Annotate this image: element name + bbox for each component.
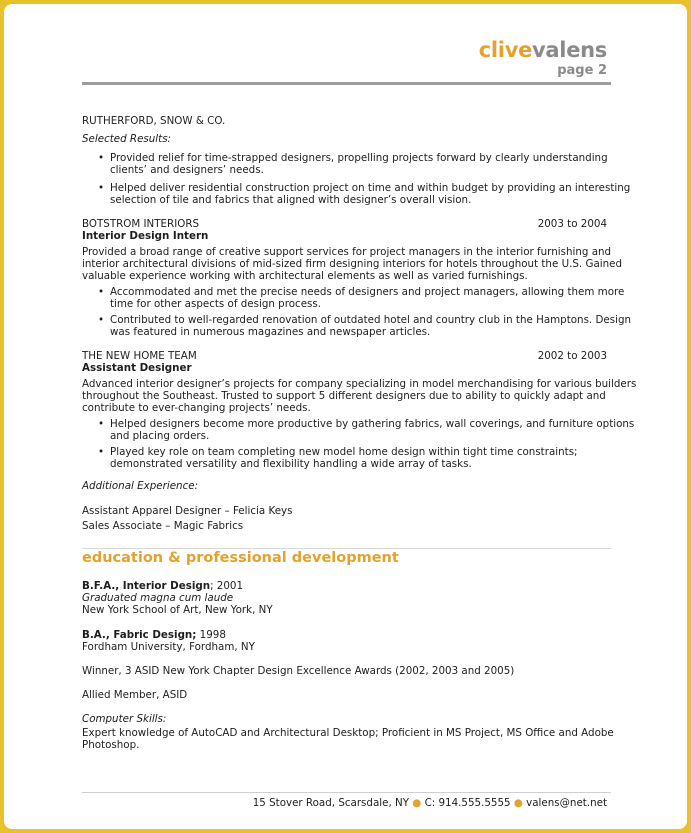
job-title: Interior Design Intern [82,230,209,242]
section-heading: education & professional development [82,550,399,566]
membership-text: Allied Member, ASID [82,689,188,701]
bullet-text: Accommodated and met the precise needs of designers and project managers, allowing them more time for other aspects of design process. [110,286,625,310]
email: valens@net.net [526,797,607,809]
school-name: New York School of Art, New York, NY [82,604,273,616]
contact-footer [253,797,607,809]
phone: C: 914.555.5555 [424,797,511,809]
company-name: RUTHERFORD, SNOW & CO. [82,115,226,127]
job-description: Advanced interior designer’s projects for company specializing in model merchandising for various builders throughout the Southeast. Trusted to support 5 different designers due to ability to quickly adapt and contribute to ever-changing projects’ needs. [82,378,637,414]
additional-experience-item: Sales Associate – Magic Fabrics [82,520,244,532]
header-rule [82,82,611,85]
job-description: Provided a broad range of creative support services for project managers in the interior furnishing and interior architectural divisions of mid-sized firm designing interiors for hotels throughout the U.S. Gained valuable experience working with architectural elements as well as varied furnishings. [82,246,623,282]
last-name: valens [532,38,607,62]
separator-dot: ● [412,797,422,809]
separator-dot: ● [513,797,523,809]
bullet-marker: • [98,446,105,458]
bullet-marker: • [98,418,105,430]
degree-line: B.F.A., Interior Design; 2001 [82,580,244,592]
bullet-marker: • [98,152,105,164]
employment-dates: 2003 to 2004 [537,218,607,230]
computer-skills-text: Expert knowledge of AutoCAD and Architectural Desktop; Proficient in MS Project, MS Office and Adobe Photoshop. [82,727,614,751]
bullet-text: Helped designers become more productive by gathering fabrics, wall coverings, and furniture options and placing orders. [110,418,635,442]
degree-honors: Graduated magna cum laude [82,592,234,604]
company-name: BOTSTROM INTERIORS [82,218,200,230]
award-text: Winner, 3 ASID New York Chapter Design Excellence Awards (2002, 2003 and 2005) [82,665,515,677]
employment-dates: 2002 to 2003 [537,350,607,362]
bullet-marker: • [98,286,105,298]
first-name: clive [478,38,533,62]
resume-page [4,4,687,829]
bullet-marker: • [98,182,105,194]
bullet-text: Contributed to well-regarded renovation of outdated hotel and country club in the Hamptons. Design was featured in numerous magazines and newspaper articles. [110,314,632,338]
additional-experience-label: Additional Experience: [82,480,199,492]
bullet-text: Helped deliver residential construction project on time and within budget by providing an interesting selection of tile and fabrics that aligned with designer’s overall vision. [110,182,631,206]
section-rule [82,548,611,549]
computer-skills-label: Computer Skills: [82,713,167,725]
bullet-text: Played key role on team completing new model home design within tight time constraints; demonstrated versatility and flexibility handling a wide array of tasks. [110,446,578,470]
company-name: THE NEW HOME TEAM [82,350,197,362]
bullet-text: Provided relief for time-strapped designers, propelling projects forward by clearly understanding clients’ and designers’ needs. [110,152,608,176]
results-label: Selected Results: [82,133,172,145]
job-title: Assistant Designer [82,362,192,374]
school-name: Fordham University, Fordham, NY [82,641,255,653]
degree-line: B.A., Fabric Design; 1998 [82,629,226,641]
candidate-name [479,38,607,62]
address: 15 Stover Road, Scarsdale, NY [252,797,410,809]
bullet-marker: • [98,314,105,326]
footer-rule [82,792,611,793]
additional-experience-item: Assistant Apparel Designer – Felicia Keys [82,505,293,517]
page-number: page 2 [557,63,607,78]
